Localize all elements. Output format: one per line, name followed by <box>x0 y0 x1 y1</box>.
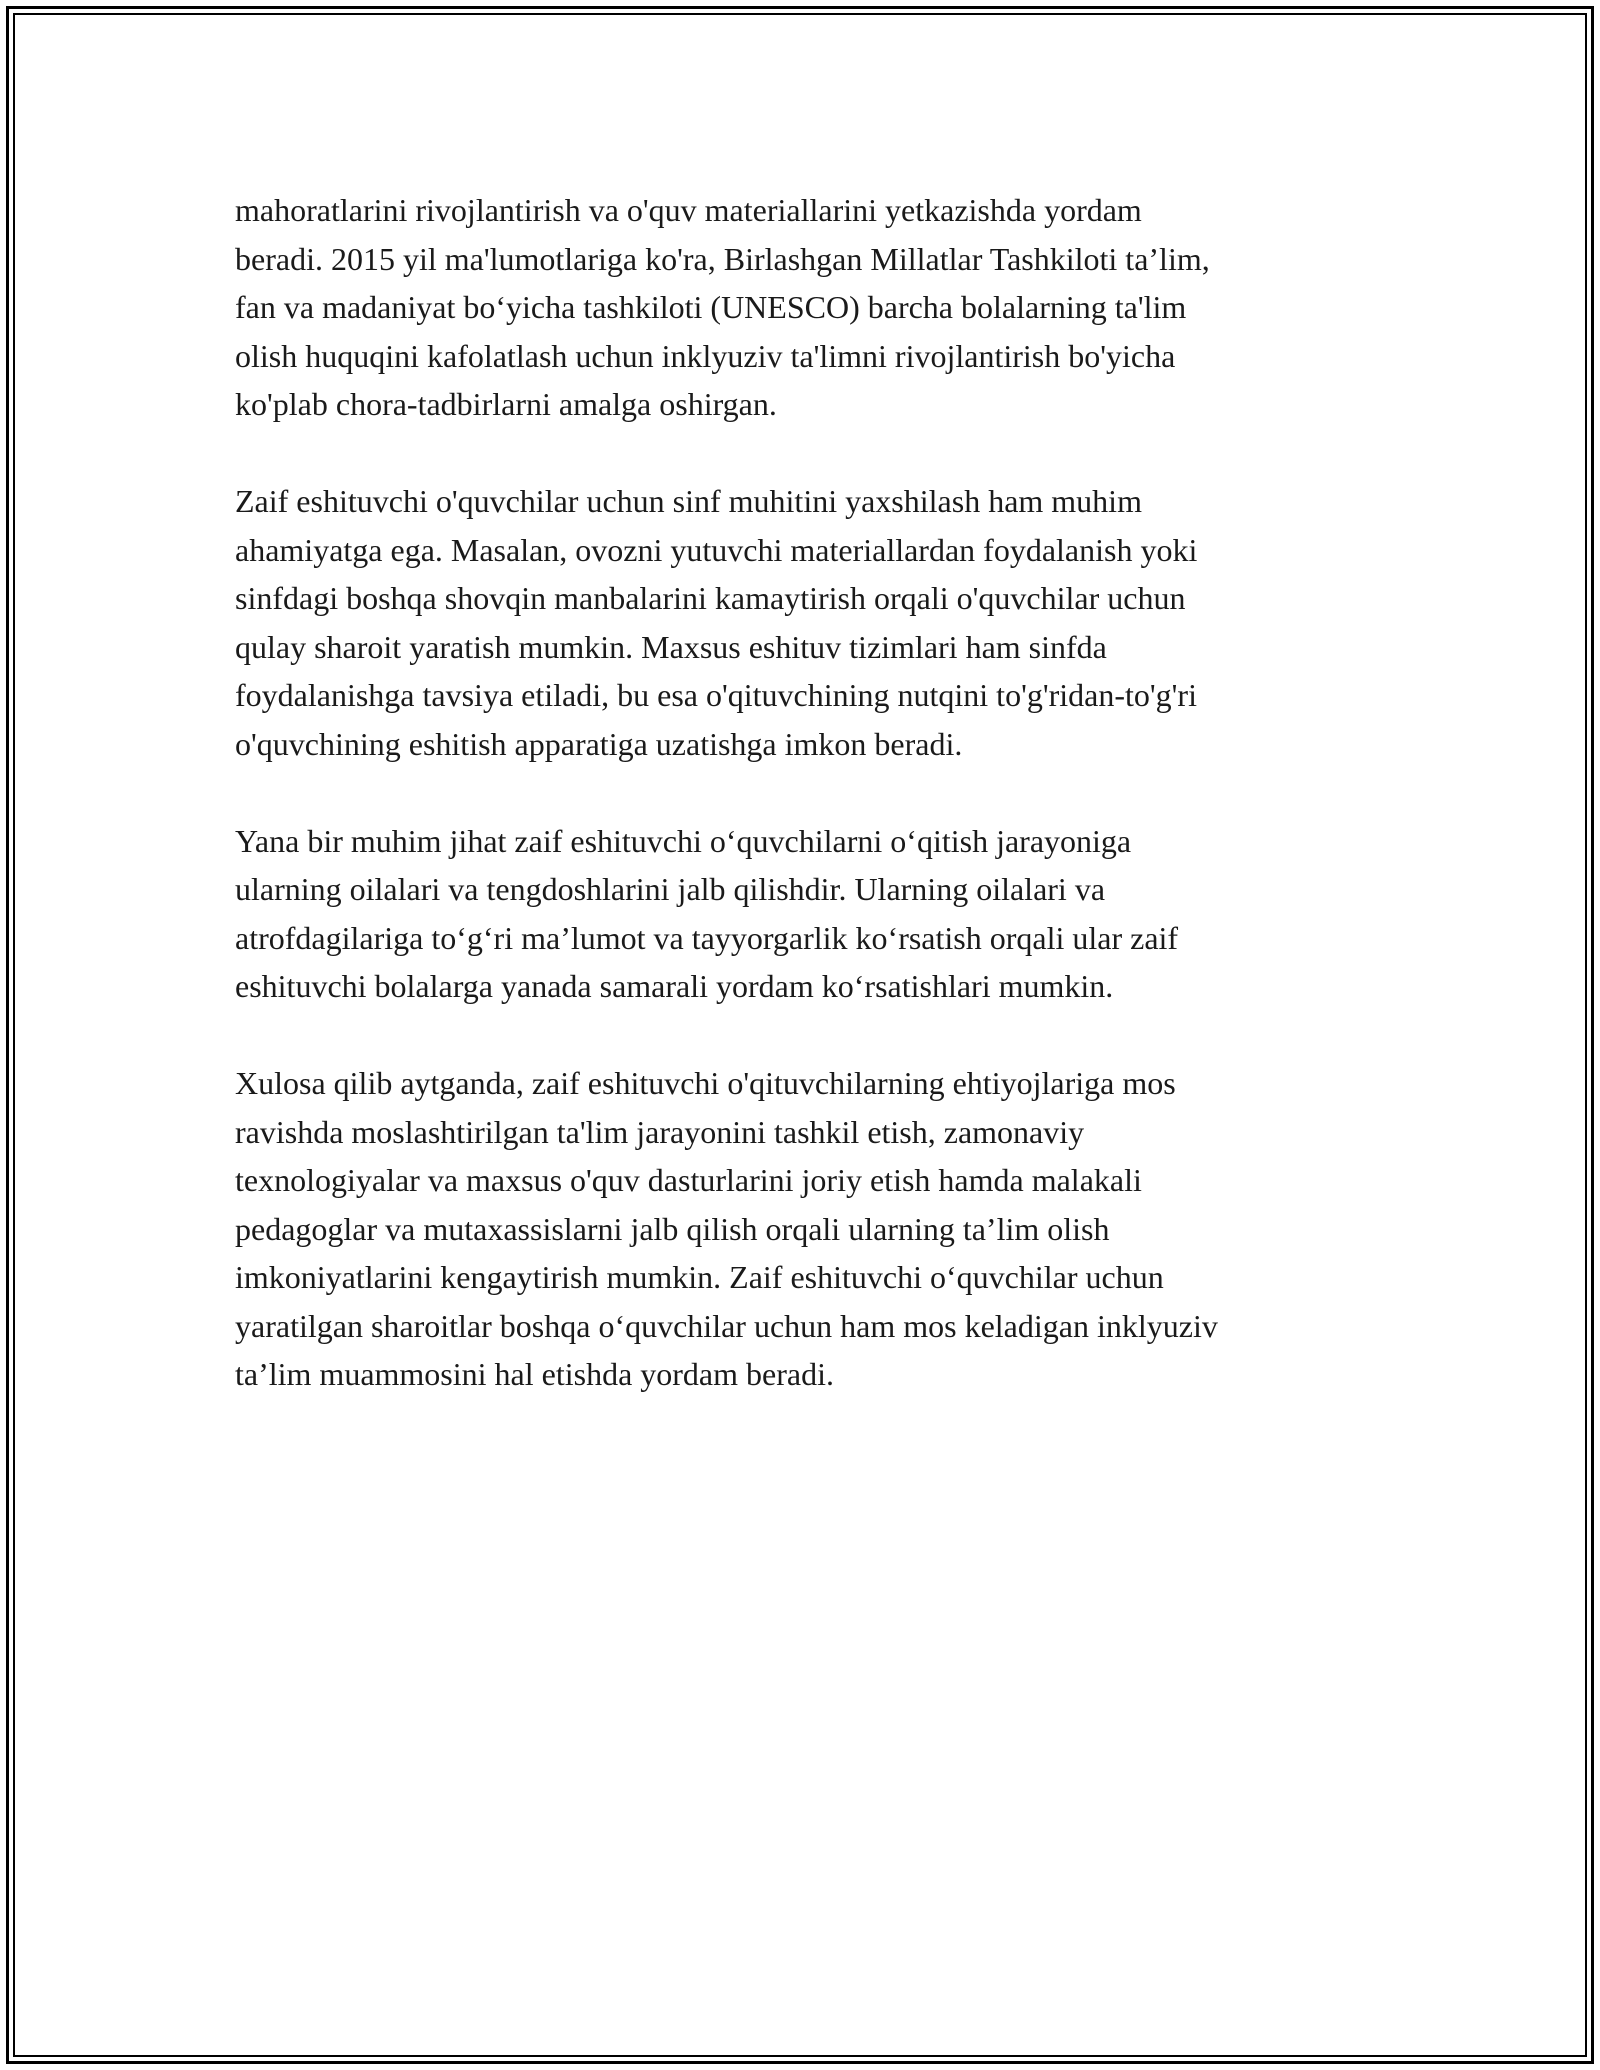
text-line: olish huquqini kafolatlash uchun inklyuziv ta'limni rivojlantirish bo'yicha <box>235 337 1176 374</box>
text-line: ko'plab chora-tadbirlarni amalga oshirgan. <box>235 386 777 422</box>
text-line: ularning oilalari va tengdoshlarini jalb qilishdir. Ularning oilalari va <box>235 871 1106 907</box>
text-line: foydalanishga tavsiya etiladi, bu esa o'qituvchining nutqini to'g'ridan-to'g'ri <box>235 677 1197 713</box>
text-line: texnologiyalar va maxsus o'quv dasturlarini joriy etish hamda malakali <box>235 1162 1142 1198</box>
document-body <box>235 186 1385 1447</box>
text-line: fan va madaniyat bo‘yicha tashkiloti (UNESCO) barcha bolalarning ta'lim <box>235 289 1187 325</box>
text-line: eshituvchi bolalarga yanada samarali yordam ko‘rsatishlari mumkin. <box>235 968 1114 1004</box>
text-line: pedagoglar va mutaxassislarni jalb qilish orqali ularning ta’lim olish <box>235 1210 1110 1247</box>
text-line: sinfdagi boshqa shovqin manbalarini kamaytirish orqali o'quvchilar uchun <box>235 580 1186 616</box>
text-line: ahamiyatga ega. Masalan, ovozni yutuvchi materiallardan foydalanish yoki <box>235 531 1198 568</box>
text-line: ta’lim muammosini hal etishda yordam beradi. <box>235 1356 834 1392</box>
text-line: o'quvchining eshitish apparatiga uzatishga imkon beradi. <box>235 725 963 762</box>
text-line: atrofdagilariga to‘g‘ri ma’lumot va tayyorgarlik ko‘rsatish orqali ular zaif <box>235 919 1179 956</box>
text-line: Xulosa qilib aytganda, zaif eshituvchi o'qituvchilarning ehtiyojlariga mos <box>235 1065 1176 1101</box>
paragraph-3 <box>235 817 1385 1011</box>
paragraph-1 <box>235 186 1385 429</box>
text-line: Yana bir muhim jihat zaif eshituvchi o‘quvchilarni o‘qitish jarayoniga <box>235 822 1132 859</box>
text-line: yaratilgan sharoitlar boshqa o‘quvchilar uchun ham mos keladigan inklyuziv <box>235 1307 1218 1344</box>
text-line: imkoniyatlarini kengaytirish mumkin. Zaif eshituvchi o‘quvchilar uchun <box>235 1259 1164 1295</box>
paragraph-2 <box>235 477 1385 768</box>
paragraph-4 <box>235 1059 1385 1399</box>
text-line: Zaif eshituvchi o'quvchilar uchun sinf muhitini yaxshilash ham muhim <box>235 483 1142 519</box>
text-line: beradi. 2015 yil ma'lumotlariga ko'ra, Birlashgan Millatlar Tashkiloti ta’lim, <box>235 240 1210 277</box>
text-line: ravishda moslashtirilgan ta'lim jarayonini tashkil etish, zamonaviy <box>235 1113 1085 1150</box>
text-line: qulay sharoit yaratish mumkin. Maxsus eshituv tizimlari ham sinfda <box>235 628 1107 665</box>
text-line: mahoratlarini rivojlantirish va o'quv materiallarini yetkazishda yordam <box>235 192 1142 228</box>
